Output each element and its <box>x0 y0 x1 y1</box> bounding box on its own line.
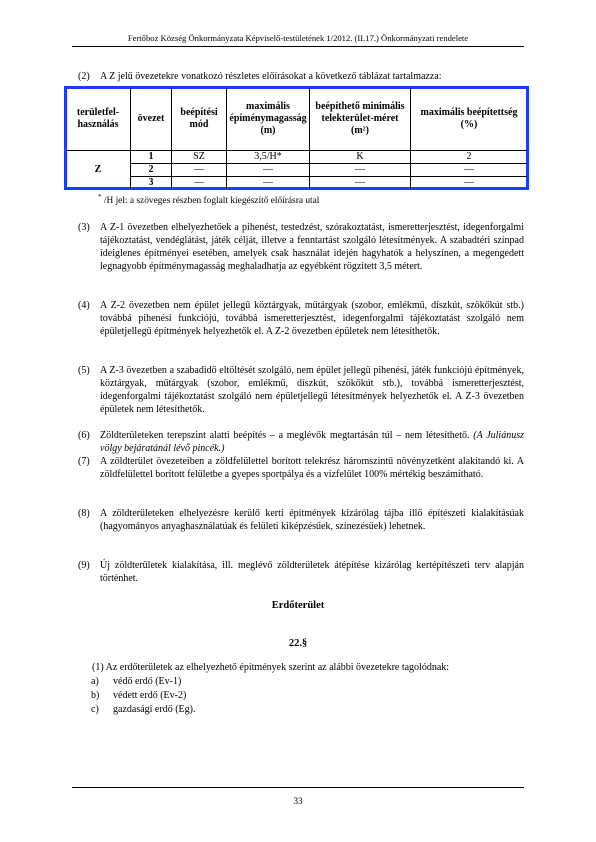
paragraph-text: A Z jelű övezetekre vonatkozó részletes előírásokat a következő táblázat tartalmazza: <box>100 71 442 82</box>
footnote-mark: * <box>98 193 102 201</box>
cell-mod: — <box>172 177 227 190</box>
cell-ovezet: 1 <box>131 151 172 164</box>
paragraph-5 <box>78 364 524 416</box>
section-intro: (1) Az erdőterületek az elhelyezhető építmények szerint az alábbi övezetekre tagolódnak: <box>92 662 450 673</box>
list-item-text: védő erdő (Ev-1) <box>113 676 182 687</box>
cell-magassag: — <box>227 164 310 177</box>
paragraph-number: (7) <box>78 456 90 467</box>
cell-beepitettseg: 2 <box>411 151 528 164</box>
col-header-max-height: maximális épíménymagasság (m) <box>227 88 310 151</box>
list-item-text: védett erdő (Ev-2) <box>113 690 187 701</box>
list-item <box>91 690 186 701</box>
table-header-row <box>66 88 527 151</box>
paragraph-text: A Z-3 övezetben a szabadidő eltöltését szolgáló, nem épület jellegű pihenési, játék funkciójú építmények, köztárgyak, műtárgyak (szobor, emlékmű, díszkút, szökőkút stb.), továbbá ismeretterjesztést, idegenforgalmi tájékoztatást szolgáló nem épületjellegű létesítmények helyezhetők el. A Z-3 övezetben épületek nem létesíthetők. <box>100 365 524 415</box>
list-item <box>91 704 195 715</box>
paragraph-text: A Z-2 övezetben nem épület jellegű köztárgyak, műtárgyak (szobor, emlékmű, díszkút, szökőkút stb.) továbbá pihenési funkciójú, továbbá ismeretterjesztést, idegenforgalmi tájékoztatást szolgáló nem épületjellegű építmények helyezhetők el. A Z-2 övezetben épületek nem létesíthetők. <box>100 300 524 337</box>
col-header-min-plot-size: beépíthető minimális telekterület-méret (m²) <box>310 88 411 151</box>
paragraph-text: A zöldterületeken elhelyezésre kerülő kerti építmények kizárólag tájba illő építészeti kialakításúak (hagyományos anyaghasználatúak és felületi kiképzésűek, színezésűek) lehetnek. <box>100 508 524 532</box>
cell-mod: — <box>172 164 227 177</box>
table-row <box>66 151 527 164</box>
paragraph-number: (3) <box>78 222 90 233</box>
cell-magassag: 3,5/H* <box>227 151 310 164</box>
cell-beepitettseg: — <box>411 164 528 177</box>
list-item-label: b) <box>91 690 100 701</box>
table-row <box>66 164 527 177</box>
paragraph-number: (6) <box>78 430 90 441</box>
paragraph-text <box>100 429 524 455</box>
paragraph-text: A Z-1 övezetben elhelyezhetőek a pihenést, testedzést, szórakoztatást, ismeretterjesztést, idegenforgalmi tájékoztatást, vendéglátást, játék célját, illetve a fenntartást szolgáló létesítmények. A szabadtéri színpad ideiglenes építményei esetében, amelyek csak használat idején hagyhatók a helyszínen, a megengedett legnagyobb építménymagasság meghaladhatja az egyébként rögzített 3,5 métert. <box>100 222 524 272</box>
cell-telek: — <box>310 164 411 177</box>
col-header-max-coverage: maximális beépítettség (%) <box>411 88 528 151</box>
page-number: 33 <box>293 796 303 806</box>
cell-beepitettseg: — <box>411 177 528 190</box>
zone-cell: Z <box>94 164 102 175</box>
paragraph-number: (8) <box>78 508 90 519</box>
cell-ovezet: 2 <box>131 164 172 177</box>
list-item-label: c) <box>91 704 99 715</box>
table-footnote <box>98 193 319 206</box>
page-header: Fertőboz Község Önkormányzata Képviselő-testületének 1/2012. (II.17.) Önkormányzati rendelete <box>127 33 469 43</box>
paragraph-number: (9) <box>78 560 90 571</box>
paragraph-3 <box>78 221 524 273</box>
paragraph-4 <box>78 299 524 338</box>
table-row <box>66 177 527 190</box>
paragraph-body: Zöldterületeken terepszint alatti beépítés – a meglévők megtartásán túl – nem létesíthető. <box>100 430 470 441</box>
paragraph-number: (2) <box>78 71 90 82</box>
list-item-label: a) <box>91 676 99 687</box>
col-header-land-use: területfel-használás <box>66 88 131 151</box>
cell-mod: SZ <box>172 151 227 164</box>
col-header-building-mode: beépítési mód <box>172 88 227 151</box>
paragraph-2 <box>78 70 524 83</box>
footnote-text: /H jel: a szöveges részben foglalt kiegészítő előírásra utal <box>103 196 320 207</box>
cell-ovezet: 3 <box>131 177 172 190</box>
paragraph-number: (4) <box>78 300 90 311</box>
col-header-zone: övezet <box>131 88 172 151</box>
paragraph-7 <box>78 455 524 481</box>
list-item-text: gazdasági erdő (Eg). <box>113 704 196 715</box>
cell-telek: K <box>310 151 411 164</box>
paragraph-6 <box>78 429 524 455</box>
paragraph-number: (5) <box>78 365 90 376</box>
paragraph-text: A zöldterület övezeteiben a zöldfelülettel borított telekrész háromszintű növényzetként alakítandó ki. A zöldfelülettel borított felületbe a gyepes sportpálya és a vízfelület 100% mértékig beszámítható. <box>100 456 524 480</box>
section-number: 22.§ <box>288 638 308 649</box>
cell-magassag: — <box>227 177 310 190</box>
list-item <box>91 676 181 687</box>
paragraph-text: Új zöldterületek kialakítása, ill. meglévő zöldterületek átépítése kizárólag kertépítészeti terv alapján történhet. <box>100 560 524 584</box>
section-heading: Erdőterület <box>271 600 325 611</box>
footer-divider <box>72 787 524 788</box>
header-divider <box>72 46 524 47</box>
paragraph-9 <box>78 559 524 585</box>
cell-telek: — <box>310 177 411 190</box>
paragraph-italic-note: (A Juliánusz völgy bejáratánál lévő pincék.) <box>100 430 524 454</box>
zone-table <box>66 88 527 189</box>
paragraph-8 <box>78 507 524 533</box>
